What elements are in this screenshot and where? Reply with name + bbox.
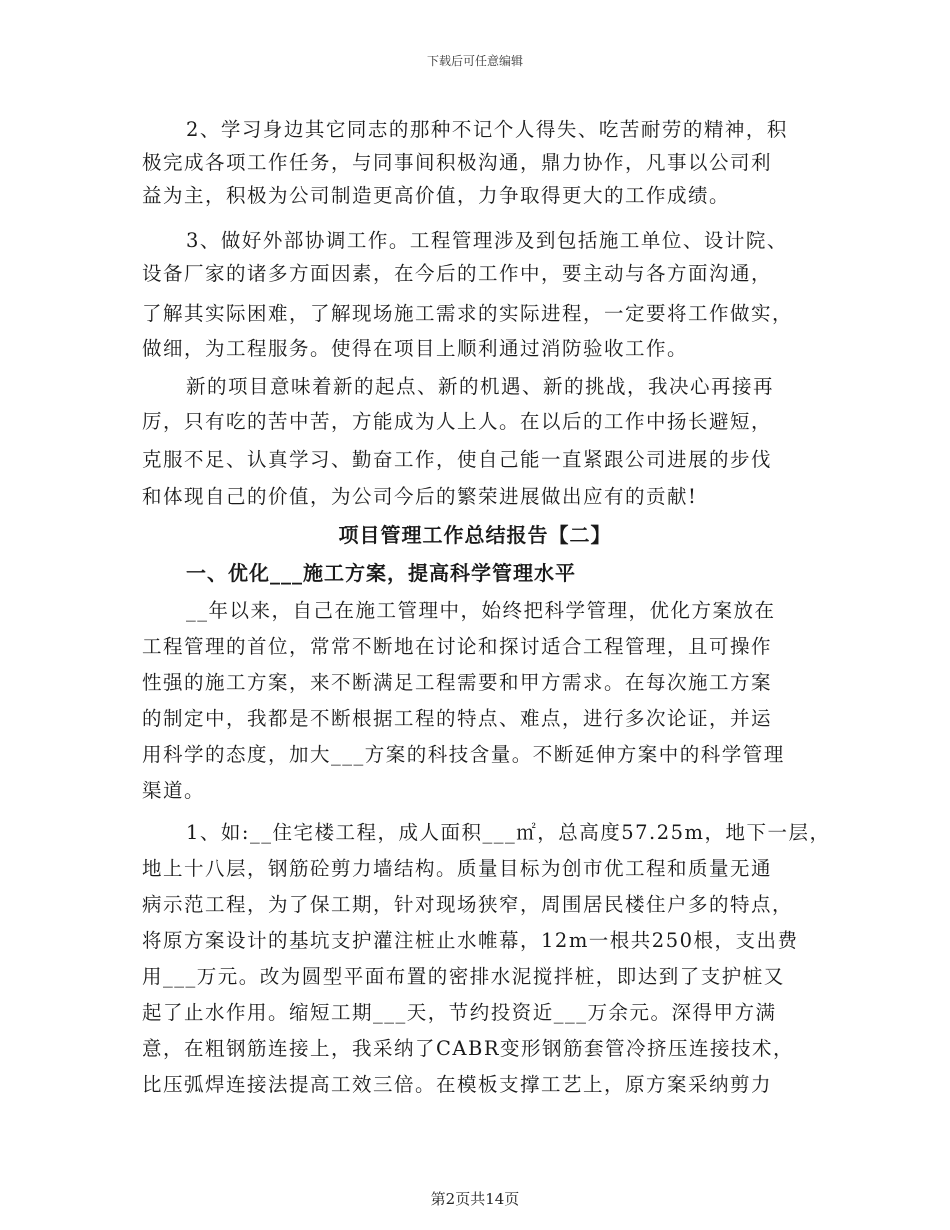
text-line: 的制定中，我都是不断根据工程的特点、难点，进行多次论证，并运 xyxy=(142,707,773,730)
section-title: 项目管理工作总结报告【二】 xyxy=(338,523,612,547)
text-line: 渠道。 xyxy=(142,779,206,802)
text-line: 地上十八层，钢筋砼剪力墙结构。质量目标为创市优工程和质量无通 xyxy=(142,857,773,880)
text-line: 比压弧焊连接法提高工效三倍。在模板支撑工艺上，原方案采纳剪力 xyxy=(142,1073,773,1096)
text-line: __年以来，自己在施工管理中，始终把科学管理，优化方案放在 xyxy=(186,599,776,622)
text-line: 设备厂家的诸多方面因素，在今后的工作中，要主动与各方面沟通， xyxy=(142,262,773,285)
text-line: 性强的施工方案，来不断满足工程需要和甲方需求。在每次施工方案 xyxy=(142,671,773,694)
text-line: 用___万元。改为圆型平面布置的密排水泥搅拌桩，即达到了支护桩又 xyxy=(142,965,785,988)
page-footer: 第2页共14页 xyxy=(430,1190,520,1208)
page-header: 下载后可任意编辑 xyxy=(426,54,523,68)
text-line: 1、如:__住宅楼工程，成人面积___㎡，总高度57.25m，地下一层， xyxy=(186,821,831,844)
text-line: 起了止水作用。缩短工期___天，节约投资近___万余元。深得甲方满 xyxy=(142,1001,777,1024)
text-line: 工程管理的首位，常常不断地在讨论和探讨适合工程管理，且可操作 xyxy=(142,635,773,658)
text-line: 极完成各项工作任务，与同事间积极沟通，鼎力协作，凡事以公司利 xyxy=(142,151,773,174)
subsection-heading: 一、优化___施工方案，提高科学管理水平 xyxy=(186,561,576,585)
text-line: 3、做好外部协调工作。工程管理涉及到包括施工单位、设计院、 xyxy=(186,229,788,252)
text-line: 和体现自己的价值，为公司今后的繁荣进展做出应有的贡献! xyxy=(142,485,698,508)
text-line: 意，在粗钢筋连接上，我采纳了CABR变形钢筋套管冷挤压连接技术， xyxy=(142,1037,795,1060)
text-line: 将原方案设计的基坑支护灌注桩止水帷幕，12m一根共250根，支出费 xyxy=(142,929,799,952)
text-line: 病示范工程，为了保工期，针对现场狭窄，周围居民楼住户多的特点， xyxy=(142,893,794,916)
text-line: 厉，只有吃的苦中苦，方能成为人上人。在以后的工作中扬长避短， xyxy=(142,410,773,433)
text-line: 益为主，积极为公司制造更高价值，力争取得更大的工作成绩。 xyxy=(142,184,731,207)
text-line: 克服不足、认真学习、勤奋工作，使自己能一直紧跟公司进展的步伐 xyxy=(142,448,773,471)
text-line: 用科学的态度，加大___方案的科技含量。不断延伸方案中的科学管理 xyxy=(142,743,785,766)
text-line: 了解其实际困难，了解现场施工需求的实际进程，一定要将工作做实， xyxy=(142,302,794,325)
text-line: 新的项目意味着新的起点、新的机遇、新的挑战，我决心再接再 xyxy=(186,375,775,398)
text-line: 2、学习身边其它同志的那种不记个人得失、吃苦耐劳的精神，积 xyxy=(186,118,788,141)
text-line: 做细，为工程服务。使得在项目上顺利通过消防验收工作。 xyxy=(142,337,689,360)
